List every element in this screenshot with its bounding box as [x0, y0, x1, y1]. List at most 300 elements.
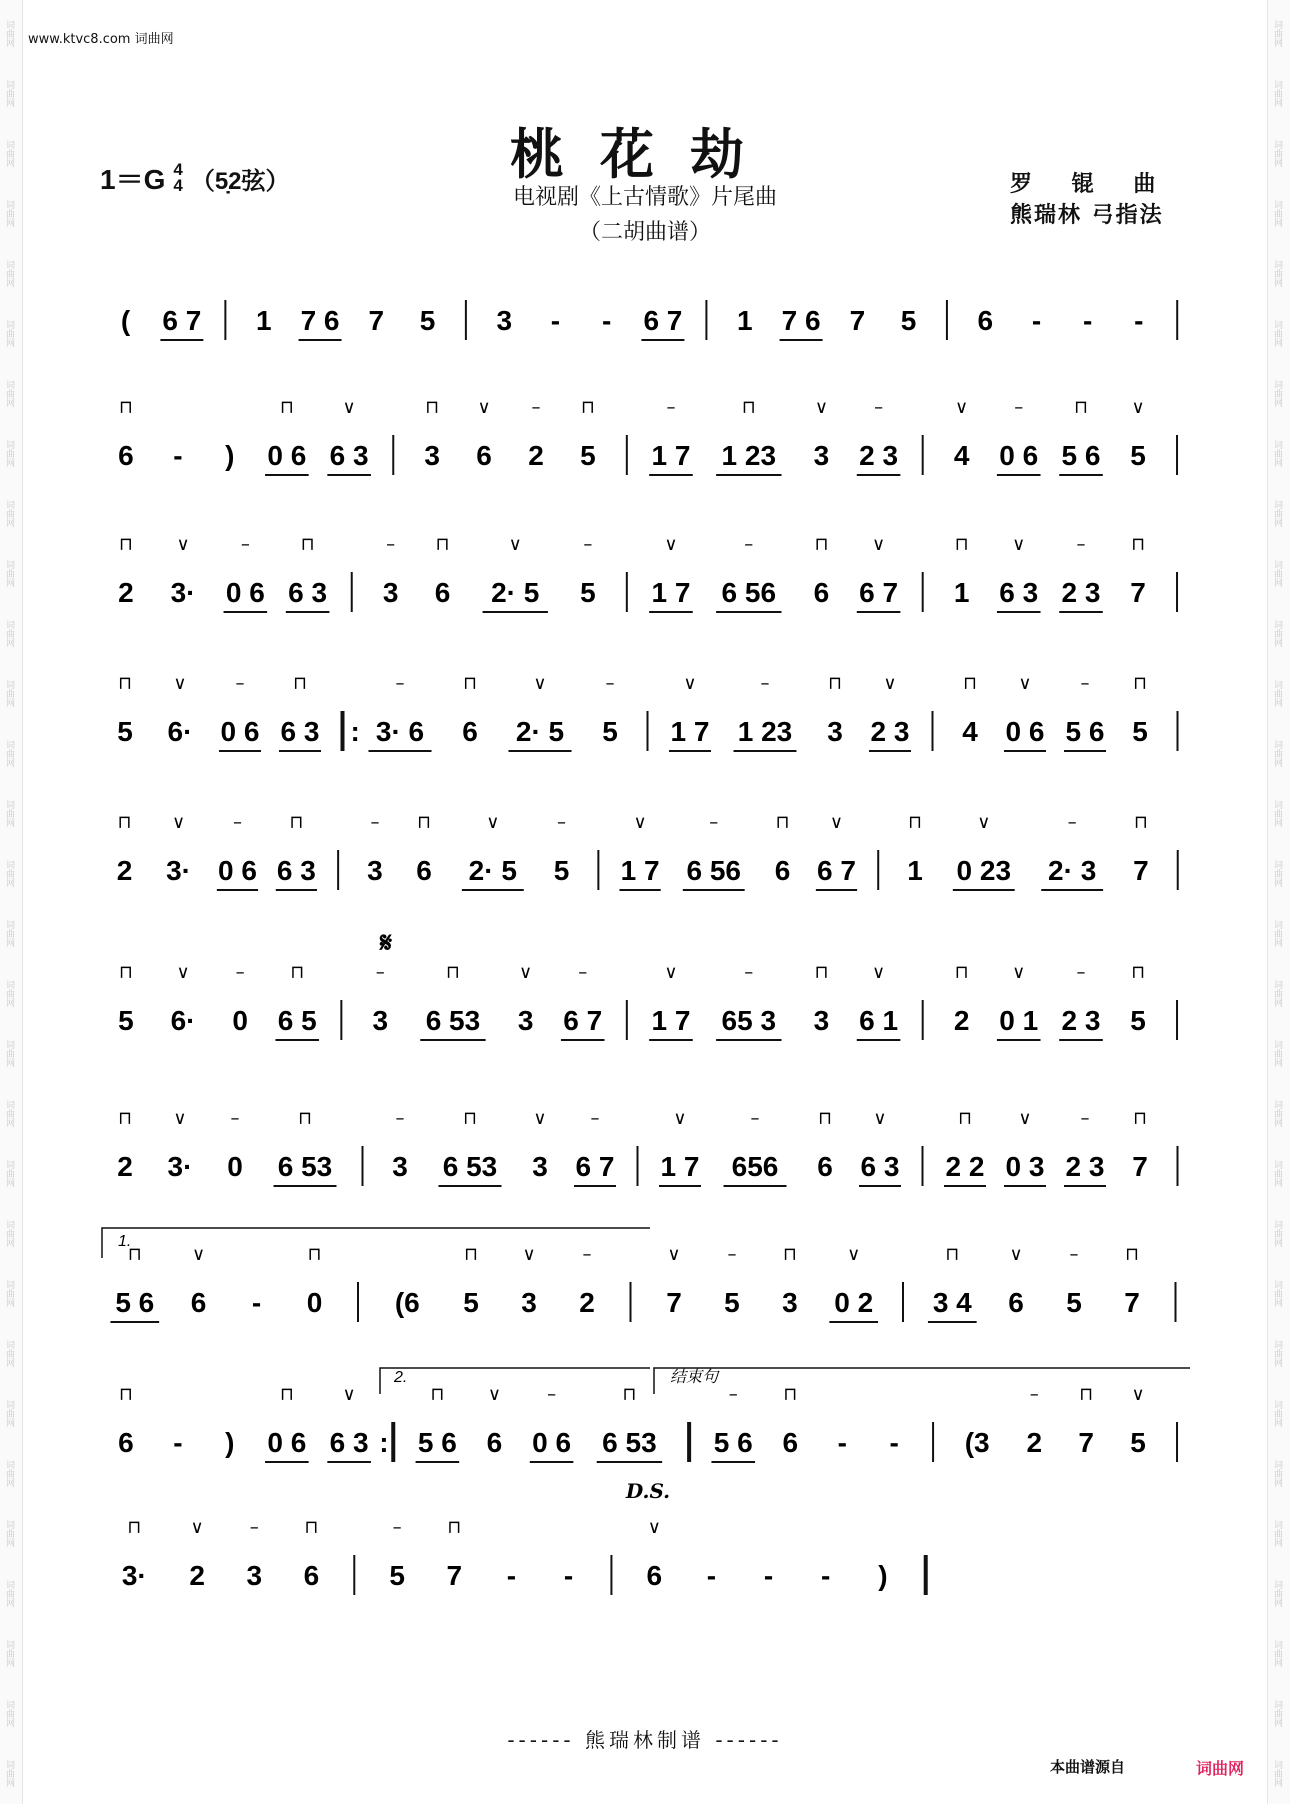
note: 7 [446, 1560, 463, 1591]
bowing-mark: ∨ [847, 1244, 861, 1265]
bowing-mark: ⊓ [297, 1108, 313, 1129]
note: 6 3 [276, 855, 316, 886]
bowing-mark: ⊓ [1073, 397, 1089, 418]
note: 2· 3 [1048, 855, 1097, 886]
watermark-text: 词曲网 [5, 1580, 15, 1607]
watermark-text: 词曲网 [5, 440, 15, 467]
bowing-mark: – [583, 534, 593, 555]
note: 1 [953, 577, 970, 608]
watermark-text: 词曲网 [5, 1160, 15, 1187]
bowing-mark: ∨ [191, 1244, 206, 1265]
note: 7 [849, 305, 866, 336]
note: - [837, 1427, 847, 1458]
watermark-text: 词曲网 [5, 800, 15, 827]
watermark-text: 词曲网 [5, 200, 15, 227]
watermark-text: 词曲网 [5, 80, 15, 107]
watermark-text: 词曲网 [1273, 980, 1283, 1007]
bowing-mark: – [1080, 1108, 1090, 1129]
watermark-text: 词曲网 [1273, 260, 1283, 287]
watermark-text: 词曲网 [1273, 320, 1283, 347]
bowing-mark: ⊓ [279, 397, 294, 418]
footer-credit: ------ 熊瑞林制谱 ------ [507, 1728, 783, 1752]
note: 1 7 [660, 1151, 700, 1182]
note: 6 7 [563, 1005, 603, 1036]
note: 5 [553, 855, 570, 886]
note: 5 [1130, 1005, 1146, 1036]
note: 3· [170, 577, 196, 608]
note: 1 7 [651, 577, 691, 608]
note: 3 [813, 440, 830, 471]
note: 5 [602, 716, 618, 747]
note: 2 [528, 440, 544, 471]
volta-1-bracket [102, 1228, 650, 1258]
note: 6 5 [277, 1005, 317, 1036]
bowing-mark: – [582, 1244, 592, 1265]
bowing-mark: ⊓ [782, 1244, 797, 1265]
watermark-url: www.ktvc8.com 词曲网 [28, 32, 174, 47]
bowing-mark: ∨ [664, 962, 678, 983]
note: 6 56 [721, 577, 777, 608]
note: 2 [953, 1005, 970, 1036]
note: 6 7 [643, 305, 683, 336]
note: 2· 5 [515, 716, 565, 747]
note: 6 [977, 305, 994, 336]
note: - [173, 1427, 183, 1458]
watermark-text: 词曲网 [5, 920, 15, 947]
watermark-text: 词曲网 [1273, 680, 1283, 707]
bowing-mark: ⊓ [462, 1108, 478, 1129]
bowing-mark: ⊓ [1131, 534, 1146, 555]
bowing-mark: ⊓ [118, 534, 133, 555]
watermark-text: 词曲网 [5, 500, 15, 527]
note: 6 3 [999, 577, 1039, 608]
note: 7 [1078, 1427, 1094, 1458]
watermark-text: 词曲网 [5, 1280, 15, 1307]
watermark-text: 词曲网 [1273, 140, 1283, 167]
bowing-mark: ⊓ [783, 1384, 798, 1405]
bowing-mark: ∨ [883, 673, 897, 694]
note: 6 [416, 855, 432, 886]
note: 3 [521, 1287, 537, 1318]
watermark-text: 词曲网 [1273, 1400, 1283, 1427]
note: 0 [232, 1005, 248, 1036]
note: 2 [189, 1560, 205, 1591]
note: 7 [1133, 855, 1149, 886]
watermark-text: 词曲网 [5, 1760, 15, 1787]
bowing-mark: – [557, 812, 567, 833]
bowing-mark: ⊓ [1132, 1108, 1148, 1129]
note: 0 6 [267, 440, 307, 471]
bowing-mark: ⊓ [304, 1517, 319, 1538]
note: 0 6 [220, 716, 260, 747]
note: 5 [580, 440, 596, 471]
note: 3 [367, 855, 383, 886]
watermark-text: 词曲网 [5, 1040, 15, 1067]
note: 2 3 [870, 716, 910, 747]
bowing-mark: – [370, 812, 380, 833]
bowing-mark: ⊓ [127, 1517, 142, 1538]
note: 5 [724, 1287, 740, 1318]
song-subtitle: 电视剧《上古情歌》片尾曲 [512, 185, 777, 210]
bowing-mark: ∨ [829, 812, 844, 833]
note: 3 [827, 716, 843, 747]
note: 5 [1132, 716, 1148, 747]
note: 7 [1132, 1151, 1148, 1182]
note: 6 3 [860, 1151, 900, 1182]
bowing-mark: ∨ [633, 812, 647, 833]
repeat-sign: : [350, 716, 360, 747]
watermark-text: 词曲网 [5, 980, 15, 1007]
note: 656 [731, 1151, 779, 1182]
bowing-mark: ⊓ [117, 812, 132, 833]
bowing-mark: ⊓ [279, 1384, 294, 1405]
note: 3 [246, 1560, 263, 1591]
watermark-text: 词曲网 [1273, 560, 1283, 587]
bowing-mark: – [392, 1517, 402, 1538]
note: 3 [782, 1287, 798, 1318]
bowing-mark: ∨ [1131, 397, 1145, 418]
note: - [506, 1560, 517, 1591]
note: 2 3 [1061, 577, 1101, 608]
note: 3 [424, 440, 440, 471]
note: 0 6 [218, 855, 257, 886]
ds-mark: D.S. [625, 1479, 671, 1503]
note: 6 [646, 1560, 663, 1591]
bowing-mark: ⊓ [464, 1244, 479, 1265]
bowing-mark: ⊓ [307, 1244, 322, 1265]
bowing-mark: ⊓ [117, 673, 133, 694]
watermark-text: 词曲网 [5, 680, 15, 707]
note: 1 7 [651, 440, 691, 471]
watermark-text: 词曲网 [1273, 1100, 1283, 1127]
note: 6 [774, 855, 791, 886]
watermark-text: 词曲网 [1273, 1520, 1283, 1547]
watermark-text: 词曲网 [1273, 800, 1283, 827]
note: 6 53 [277, 1151, 333, 1182]
note: 1 [907, 855, 923, 886]
bowing-mark: ∨ [508, 534, 522, 555]
note: 5 [1066, 1287, 1082, 1318]
bowing-mark: ∨ [176, 962, 190, 983]
bowing-mark: ∨ [1009, 1244, 1023, 1265]
note: 6 3 [329, 1427, 369, 1458]
bowing-mark: ∨ [873, 1108, 887, 1129]
note: 5 [1130, 440, 1146, 471]
bowing-mark: – [232, 812, 242, 833]
note: 3 [517, 1005, 534, 1036]
bowing-mark: – [386, 534, 396, 555]
bowing-mark: – [760, 673, 770, 694]
note: 5 [1130, 1427, 1146, 1458]
note: 4 [953, 440, 970, 471]
note: 6 1 [859, 1005, 899, 1036]
bowing-mark: ∨ [1018, 1108, 1032, 1129]
watermark-text: 词曲网 [5, 1520, 15, 1547]
note: 6 7 [162, 305, 202, 336]
note: 0 [306, 1287, 323, 1318]
note: 3 [813, 1005, 830, 1036]
note: ) [878, 1560, 888, 1591]
watermark-text: 词曲网 [1273, 200, 1283, 227]
watermark-text: 词曲网 [1273, 1460, 1283, 1487]
note: 5 6 [713, 1427, 753, 1458]
note: 3· [166, 855, 192, 886]
bowing-mark: ⊓ [741, 397, 756, 418]
bowing-mark: ⊓ [127, 1244, 142, 1265]
watermark-text: 词曲网 [5, 1460, 15, 1487]
bowing-mark: ⊓ [814, 534, 829, 555]
watermark-text: 词曲网 [1273, 1340, 1283, 1367]
watermark-text: 词曲网 [1273, 1280, 1283, 1307]
bowing-mark: ⊓ [775, 812, 790, 833]
bowing-mark: ⊓ [908, 812, 923, 833]
note: 6 3 [288, 577, 328, 608]
note: 2· 5 [468, 855, 517, 886]
bowing-mark: – [1014, 397, 1024, 418]
note: ( [120, 305, 131, 336]
note: 6 7 [575, 1151, 615, 1182]
bowing-mark: ∨ [664, 534, 678, 555]
note: 6 56 [686, 855, 741, 886]
bowing-mark: – [249, 1517, 259, 1538]
source-label: 本曲谱源自 [1050, 1758, 1126, 1776]
note: 6 [434, 577, 451, 608]
bowing-mark: ∨ [522, 1244, 536, 1265]
bowing-mark: ⊓ [417, 812, 432, 833]
note: 5 [389, 1560, 405, 1591]
note: 6 [486, 1427, 503, 1458]
note: 4 [962, 716, 978, 747]
bowing-mark: – [1080, 673, 1090, 694]
bowing-mark: – [395, 673, 405, 694]
bowing-mark: ∨ [814, 397, 829, 418]
bowing-mark: ⊓ [1133, 812, 1148, 833]
watermark-text: 词曲网 [5, 1700, 15, 1727]
watermark-text: 词曲网 [5, 1400, 15, 1427]
watermark-text: 词曲网 [5, 560, 15, 587]
bowing-mark: ⊓ [462, 673, 478, 694]
volta-2-label: 2. [394, 1369, 408, 1386]
note: 6 [782, 1427, 799, 1458]
note: 5 [118, 1005, 134, 1036]
bowing-mark: – [750, 1108, 760, 1129]
watermark-text: 词曲网 [5, 860, 15, 887]
song-title: 桃花劫 [510, 123, 780, 186]
bowing-mark: – [744, 534, 754, 555]
bowing-mark: ∨ [477, 397, 491, 418]
note: 5 [580, 577, 596, 608]
note: - [550, 305, 561, 336]
watermark-text: 词曲网 [1273, 1760, 1283, 1787]
bowing-mark: ⊓ [445, 962, 460, 983]
watermark-text: 词曲网 [1273, 1640, 1283, 1667]
note: - [1031, 305, 1042, 336]
note: 7 6 [300, 305, 340, 336]
note: 6 [118, 1427, 134, 1458]
note: 5 [900, 305, 917, 336]
time-top: 4 [173, 160, 183, 179]
note: 2 2 [945, 1151, 985, 1182]
note: 0 6 [1005, 716, 1045, 747]
bowing-mark: ⊓ [1131, 962, 1146, 983]
watermark-text: 词曲网 [5, 380, 15, 407]
note: 0 6 [532, 1427, 572, 1458]
watermark-text: 词曲网 [5, 320, 15, 347]
note: - [1082, 305, 1093, 336]
bowing-mark: ⊓ [118, 962, 133, 983]
bowing-mark: – [547, 1384, 557, 1405]
note: 6 [817, 1151, 833, 1182]
note: 0 1 [999, 1005, 1039, 1036]
bowing-mark: ⊓ [957, 1108, 973, 1129]
note: 6 3 [280, 716, 320, 747]
note: 0 23 [956, 855, 1012, 886]
watermark-text: 词曲网 [5, 140, 15, 167]
note: 3 [532, 1151, 548, 1182]
note: 1 7 [651, 1005, 691, 1036]
arranger-credit: 熊瑞林 弓指法 [1010, 203, 1164, 228]
bowing-mark: ∨ [342, 397, 356, 418]
note: 5 6 [417, 1427, 457, 1458]
note: 6 [476, 440, 492, 471]
note: 2 [117, 1151, 133, 1182]
watermark-text: 词曲网 [5, 620, 15, 647]
volta-2-bracket [380, 1368, 650, 1394]
note: 2 [118, 577, 134, 608]
note: - [889, 1427, 899, 1458]
bowing-mark: ⊓ [117, 1108, 133, 1129]
note: 7 [1130, 577, 1146, 608]
note: 6 7 [859, 577, 899, 608]
bowing-mark: ⊓ [435, 534, 450, 555]
time-bottom: 4 [173, 176, 183, 195]
watermark-text: 词曲网 [1273, 380, 1283, 407]
bowing-mark: ∨ [667, 1244, 681, 1265]
bowing-mark: ⊓ [954, 962, 969, 983]
bowing-mark: ⊓ [1079, 1384, 1094, 1405]
bowing-mark: – [230, 1108, 240, 1129]
note: 6 [118, 440, 134, 471]
note: - [563, 1560, 574, 1591]
note: 3 [382, 577, 399, 608]
bowing-mark: ∨ [673, 1108, 687, 1129]
note: 3· [121, 1560, 147, 1591]
note: 2 3 [1065, 1151, 1105, 1182]
note: 7 [368, 305, 385, 336]
bowing-mark: ⊓ [430, 1384, 445, 1405]
bowing-mark: – [744, 962, 754, 983]
note: 6· [170, 1005, 196, 1036]
note: 7 [1124, 1287, 1140, 1318]
note: 3 4 [932, 1287, 972, 1318]
note: 0 6 [225, 577, 265, 608]
note: 65 3 [721, 1005, 777, 1036]
note: 3 [392, 1151, 408, 1182]
bowing-mark: – [235, 962, 245, 983]
note: - [706, 1560, 717, 1591]
watermark-text: 词曲网 [5, 1220, 15, 1247]
note: 2 [579, 1287, 595, 1318]
note: 7 [666, 1287, 682, 1318]
bowing-mark: ∨ [871, 534, 886, 555]
bowing-mark: – [666, 397, 676, 418]
bowing-mark: ⊓ [817, 1108, 833, 1129]
watermark-text: 词曲网 [5, 1100, 15, 1127]
bowing-mark: – [1069, 1244, 1079, 1265]
bowing-mark: ∨ [1131, 1384, 1145, 1405]
bowing-mark: – [709, 812, 719, 833]
note: 6 [190, 1287, 207, 1318]
bowing-mark: ⊓ [954, 534, 969, 555]
bowing-mark: ∨ [647, 1517, 661, 1538]
watermark-text: 词曲网 [1273, 440, 1283, 467]
score-type: （二胡曲谱） [578, 220, 711, 245]
volta-1-label: 1. [118, 1233, 132, 1250]
bowing-mark: ⊓ [300, 534, 315, 555]
bowing-mark: ⊓ [945, 1244, 960, 1265]
bowing-mark: ∨ [1018, 673, 1032, 694]
bowing-mark: ∨ [171, 812, 186, 833]
note: 5 [463, 1287, 479, 1318]
bowing-mark: ∨ [683, 673, 697, 694]
key-label: 1＝G [100, 164, 166, 195]
note: 0 2 [834, 1287, 874, 1318]
bowing-mark: ⊓ [290, 962, 305, 983]
bowing-mark: – [605, 673, 615, 694]
bowing-mark: ∨ [519, 962, 533, 983]
bowing-mark: ⊓ [447, 1517, 462, 1538]
note: 1 [255, 305, 272, 336]
note: 1 [736, 305, 753, 336]
note: 1 7 [620, 855, 660, 886]
bowing-mark: – [728, 1384, 738, 1405]
bowing-mark: ∨ [486, 812, 500, 833]
bowing-mark: ∨ [487, 1384, 502, 1405]
watermark-text: 词曲网 [1273, 20, 1283, 47]
bowing-mark: – [1067, 812, 1077, 833]
note: 1 23 [721, 440, 777, 471]
bowing-mark: – [590, 1108, 600, 1129]
note: - [173, 440, 183, 471]
note: 0 3 [1005, 1151, 1045, 1182]
segno-sign: 𝄋 [380, 927, 393, 958]
watermark-text: 词曲网 [1273, 1160, 1283, 1187]
note: (3 [964, 1427, 990, 1458]
source-site-link[interactable]: 词曲网 [1196, 1759, 1245, 1778]
bowing-mark: – [1076, 962, 1086, 983]
bowing-mark: ⊓ [425, 397, 440, 418]
tuning-label: （5̣2弦） [190, 167, 290, 195]
note: 3 [496, 305, 513, 336]
note: 5 6 [1061, 440, 1101, 471]
repeat-sign: : [379, 1427, 389, 1458]
note: 6 [813, 577, 830, 608]
bowing-mark: ∨ [1012, 962, 1026, 983]
note: 2 [116, 855, 133, 886]
bowing-mark: ⊓ [827, 673, 843, 694]
bowing-mark: – [240, 534, 250, 555]
note: 0 [227, 1151, 243, 1182]
bowing-mark: ⊓ [118, 1384, 133, 1405]
composer-credit: 罗 锟 曲 [1010, 172, 1172, 197]
note: 6 53 [602, 1427, 657, 1458]
note: ) [225, 440, 235, 471]
watermark-text: 词曲网 [1273, 1700, 1283, 1727]
note: - [601, 305, 612, 336]
bowing-mark: – [235, 673, 245, 694]
bowing-mark: – [375, 962, 385, 983]
watermark-text: 词曲网 [5, 20, 15, 47]
